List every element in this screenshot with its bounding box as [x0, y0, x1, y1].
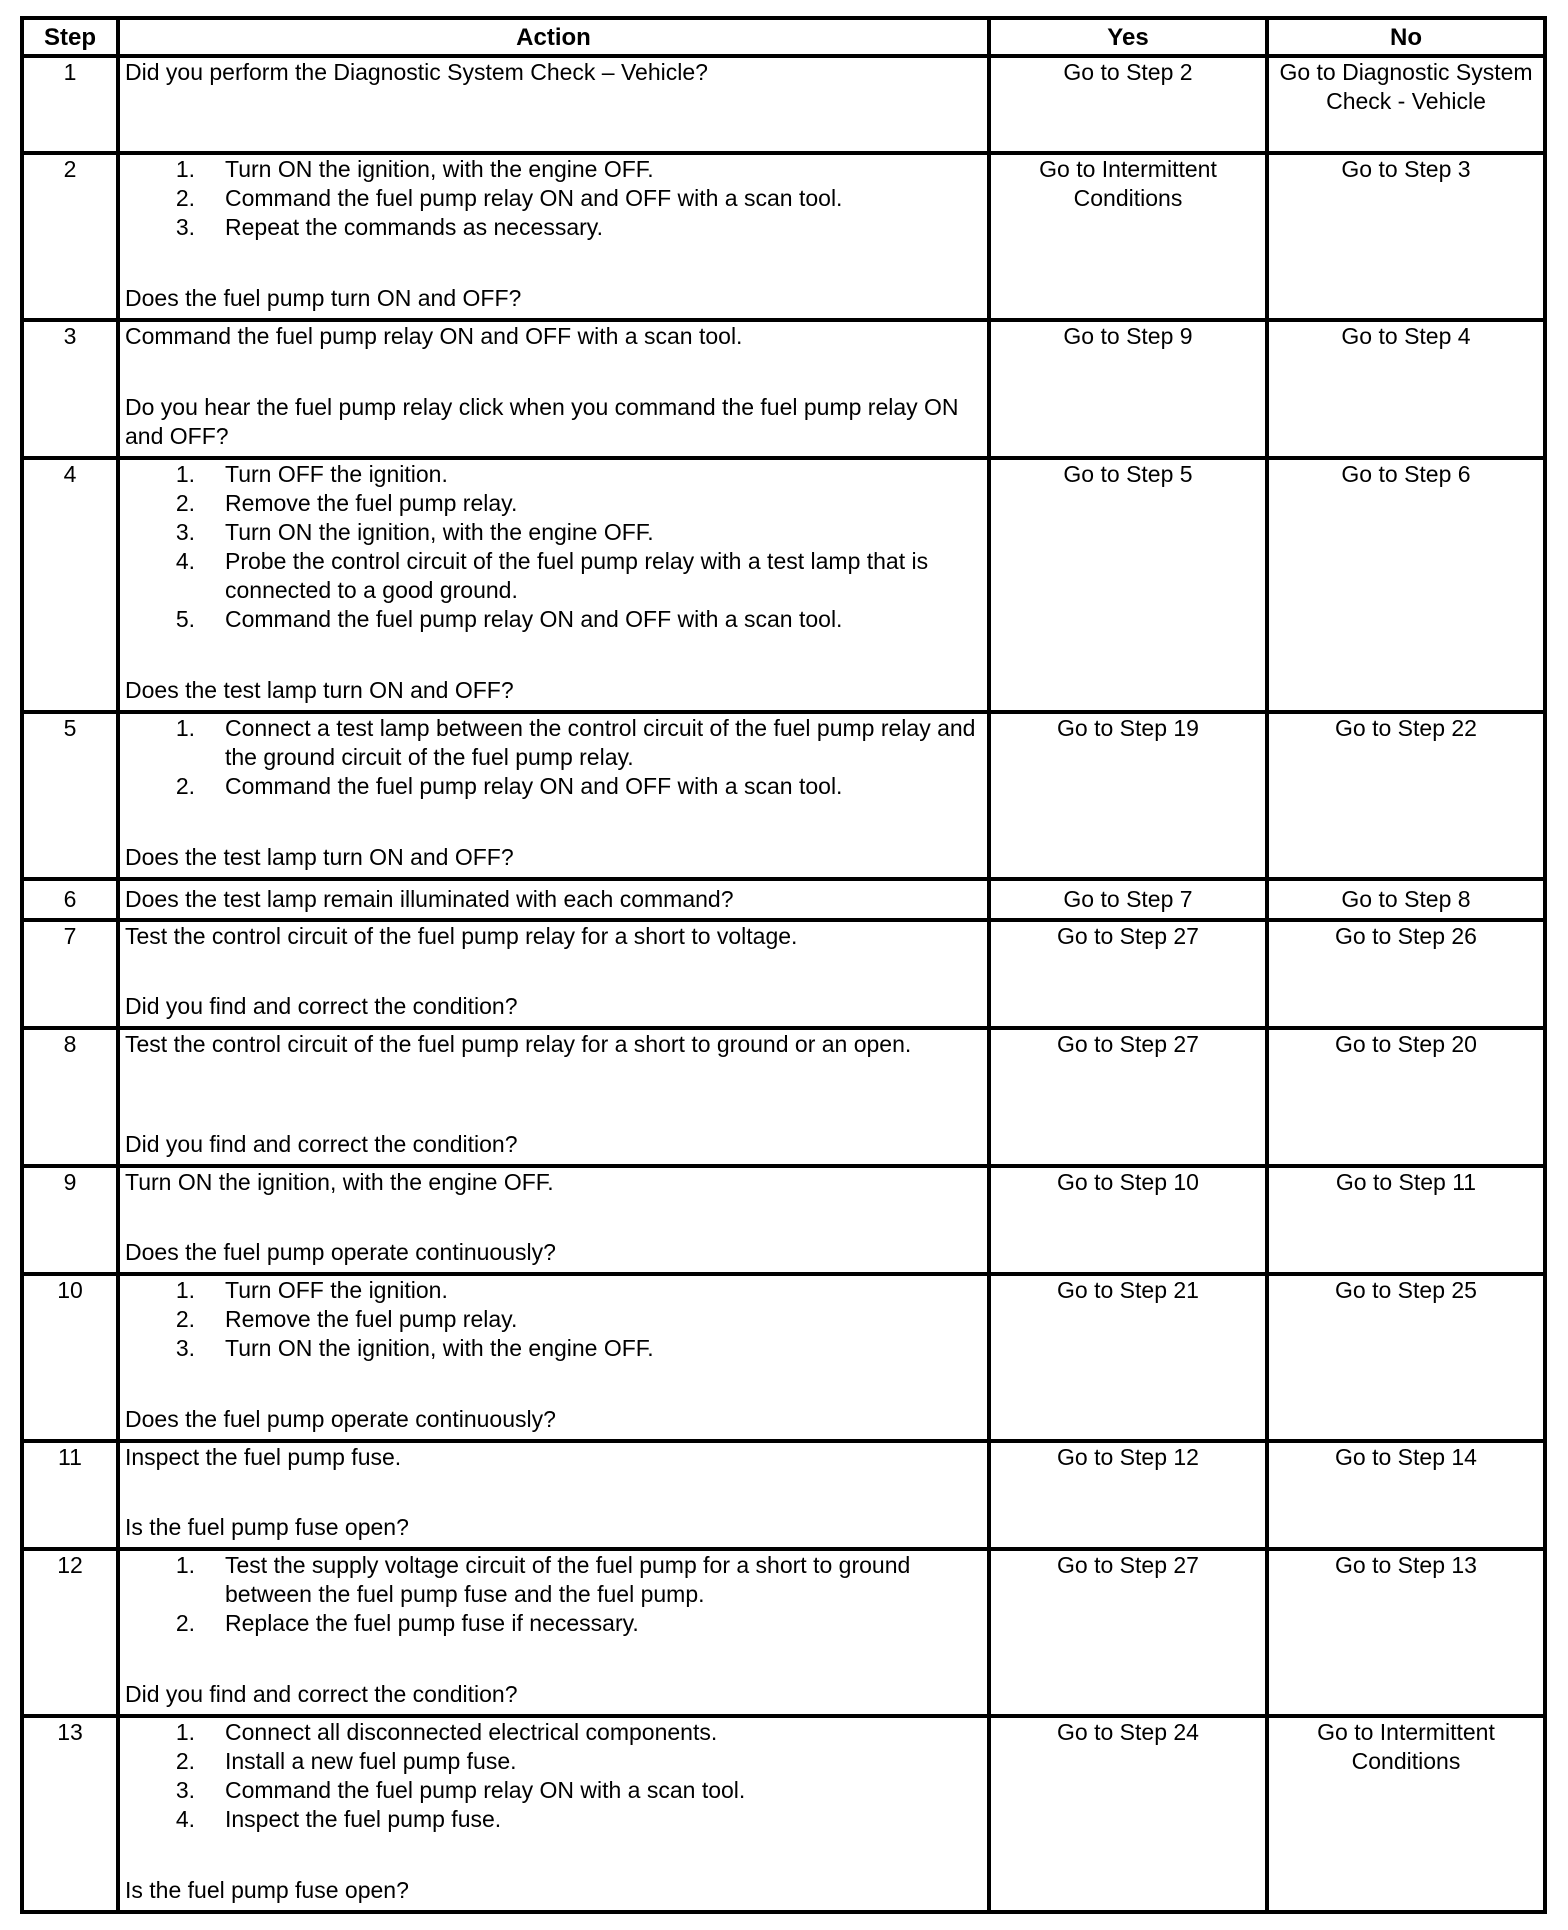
list-item	[125, 1747, 982, 1776]
list-item-number: 2.	[175, 490, 195, 516]
step-number: 3	[22, 320, 118, 458]
yes-result: Go to Step 27	[989, 920, 1267, 1028]
list-item	[125, 1718, 982, 1747]
action-cell	[118, 1716, 989, 1912]
list-item-text: Command the fuel pump relay ON and OFF with a scan tool.	[225, 185, 843, 211]
step-number: 13	[22, 1716, 118, 1912]
header-action: Action	[118, 18, 989, 56]
list-item	[125, 547, 982, 605]
list-item	[125, 772, 982, 801]
no-result: Go to Step 8	[1267, 879, 1545, 920]
yes-result: Go to Step 9	[989, 320, 1267, 458]
list-item-text: Remove the fuel pump relay.	[225, 490, 518, 516]
table-row	[22, 153, 1545, 320]
list-item	[125, 1805, 982, 1834]
action-cell	[118, 1274, 989, 1441]
step-number: 5	[22, 712, 118, 879]
step-number: 4	[22, 458, 118, 712]
yes-result: Go to Step 10	[989, 1166, 1267, 1274]
list-item-number: 1.	[175, 715, 195, 741]
list-item-text: Probe the control circuit of the fuel pump relay with a test lamp that is connected to a good ground.	[225, 548, 929, 603]
list-item-number: 1.	[175, 1552, 195, 1578]
action-cell	[118, 153, 989, 320]
action-steps-list	[125, 1551, 982, 1638]
yes-result: Go to Step 12	[989, 1441, 1267, 1549]
step-number: 12	[22, 1549, 118, 1716]
header-no: No	[1267, 18, 1545, 56]
yes-result: Go to Step 24	[989, 1716, 1267, 1912]
list-item	[125, 605, 982, 634]
no-result: Go to Step 13	[1267, 1549, 1545, 1716]
list-item	[125, 1334, 982, 1363]
list-item-number: 2.	[175, 1748, 195, 1774]
list-item-text: Turn ON the ignition, with the engine OFF.	[225, 519, 654, 545]
list-item	[125, 1551, 982, 1609]
no-result: Go to Step 22	[1267, 712, 1545, 879]
list-item-text: Turn ON the ignition, with the engine OFF.	[225, 1335, 654, 1361]
action-question: Do you hear the fuel pump relay click when you command the fuel pump relay ON and OFF?	[125, 394, 959, 449]
action-cell	[118, 1028, 989, 1166]
action-question: Is the fuel pump fuse open?	[125, 1877, 409, 1903]
yes-result: Go to Step 2	[989, 56, 1267, 153]
list-item-text: Inspect the fuel pump fuse.	[225, 1806, 502, 1832]
table-row	[22, 1166, 1545, 1274]
header-yes: Yes	[989, 18, 1267, 56]
list-item	[125, 1276, 982, 1305]
action-question: Did you find and correct the condition?	[125, 1681, 518, 1707]
table-row	[22, 1716, 1545, 1912]
no-result: Go to Diagnostic System Check - Vehicle	[1267, 56, 1545, 153]
step-number: 10	[22, 1274, 118, 1441]
list-item-number: 2.	[175, 773, 195, 799]
action-question: Does the fuel pump operate continuously?	[125, 1239, 556, 1265]
step-number: 2	[22, 153, 118, 320]
action-steps-list	[125, 460, 982, 634]
action-cell	[118, 1549, 989, 1716]
table-row	[22, 320, 1545, 458]
step-number: 6	[22, 879, 118, 920]
action-question: Does the fuel pump operate continuously?	[125, 1406, 556, 1432]
list-item	[125, 1609, 982, 1638]
list-item-text: Turn OFF the ignition.	[225, 1277, 448, 1303]
list-item-number: 3.	[175, 1335, 195, 1361]
list-item	[125, 184, 982, 213]
no-result: Go to Step 4	[1267, 320, 1545, 458]
table-row	[22, 879, 1545, 920]
action-intro: Turn ON the ignition, with the engine OFF.	[125, 1169, 554, 1195]
action-intro: Test the control circuit of the fuel pump relay for a short to voltage.	[125, 923, 798, 949]
list-item-text: Replace the fuel pump fuse if necessary.	[225, 1610, 639, 1636]
no-result: Go to Step 25	[1267, 1274, 1545, 1441]
table-row	[22, 1549, 1545, 1716]
list-item-number: 3.	[175, 1777, 195, 1803]
step-number: 7	[22, 920, 118, 1028]
list-item-number: 3.	[175, 519, 195, 545]
list-item	[125, 489, 982, 518]
step-number: 9	[22, 1166, 118, 1274]
list-item-text: Remove the fuel pump relay.	[225, 1306, 518, 1332]
list-item-text: Connect a test lamp between the control circuit of the fuel pump relay and the ground circuit of the fuel pump relay.	[225, 715, 976, 770]
action-intro: Inspect the fuel pump fuse.	[125, 1444, 402, 1470]
action-cell	[118, 712, 989, 879]
header-step: Step	[22, 18, 118, 56]
list-item-text: Turn OFF the ignition.	[225, 461, 448, 487]
yes-result: Go to Step 27	[989, 1028, 1267, 1166]
action-intro: Did you perform the Diagnostic System Check – Vehicle?	[125, 59, 708, 85]
yes-result: Go to Step 7	[989, 879, 1267, 920]
list-item-number: 4.	[175, 548, 195, 574]
list-item	[125, 1776, 982, 1805]
list-item	[125, 714, 982, 772]
table-row	[22, 56, 1545, 153]
list-item-text: Test the supply voltage circuit of the fuel pump for a short to ground between the fuel pump fuse and the fuel pump.	[225, 1552, 911, 1607]
yes-result: Go to Intermittent Conditions	[989, 153, 1267, 320]
table-row	[22, 712, 1545, 879]
list-item-number: 1.	[175, 156, 195, 182]
list-item-text: Turn ON the ignition, with the engine OFF.	[225, 156, 654, 182]
action-cell	[118, 920, 989, 1028]
action-intro: Command the fuel pump relay ON and OFF with a scan tool.	[125, 323, 743, 349]
yes-result: Go to Step 5	[989, 458, 1267, 712]
action-steps-list	[125, 1718, 982, 1834]
action-question: Did you find and correct the condition?	[125, 993, 518, 1019]
list-item-number: 1.	[175, 461, 195, 487]
step-number: 11	[22, 1441, 118, 1549]
table-row	[22, 1274, 1545, 1441]
table-row	[22, 458, 1545, 712]
action-cell	[118, 458, 989, 712]
list-item-text: Command the fuel pump relay ON and OFF with a scan tool.	[225, 606, 843, 632]
table-row	[22, 1441, 1545, 1549]
list-item	[125, 155, 982, 184]
table-header-row	[22, 18, 1545, 56]
list-item-text: Command the fuel pump relay ON with a scan tool.	[225, 1777, 746, 1803]
list-item	[125, 1305, 982, 1334]
list-item-number: 1.	[175, 1719, 195, 1745]
list-item-number: 5.	[175, 606, 195, 632]
action-question: Did you find and correct the condition?	[125, 1131, 518, 1157]
list-item	[125, 213, 982, 242]
action-cell	[118, 879, 989, 920]
no-result: Go to Step 3	[1267, 153, 1545, 320]
action-question: Does the fuel pump turn ON and OFF?	[125, 285, 522, 311]
no-result: Go to Intermittent Conditions	[1267, 1716, 1545, 1912]
action-intro: Test the control circuit of the fuel pump relay for a short to ground or an open.	[125, 1031, 912, 1057]
step-number: 8	[22, 1028, 118, 1166]
table-row	[22, 920, 1545, 1028]
action-steps-list	[125, 1276, 982, 1363]
action-cell	[118, 56, 989, 153]
no-result: Go to Step 14	[1267, 1441, 1545, 1549]
list-item	[125, 518, 982, 547]
action-cell	[118, 1166, 989, 1274]
action-question: Does the test lamp remain illuminated with each command?	[125, 886, 734, 912]
action-steps-list	[125, 714, 982, 801]
table-row	[22, 1028, 1545, 1166]
table-body	[22, 56, 1545, 1912]
step-number: 1	[22, 56, 118, 153]
no-result: Go to Step 20	[1267, 1028, 1545, 1166]
action-cell	[118, 1441, 989, 1549]
yes-result: Go to Step 19	[989, 712, 1267, 879]
list-item-text: Repeat the commands as necessary.	[225, 214, 603, 240]
no-result: Go to Step 6	[1267, 458, 1545, 712]
no-result: Go to Step 11	[1267, 1166, 1545, 1274]
yes-result: Go to Step 21	[989, 1274, 1267, 1441]
list-item-number: 2.	[175, 1610, 195, 1636]
list-item	[125, 460, 982, 489]
list-item-text: Command the fuel pump relay ON and OFF with a scan tool.	[225, 773, 843, 799]
yes-result: Go to Step 27	[989, 1549, 1267, 1716]
list-item-number: 2.	[175, 185, 195, 211]
list-item-text: Connect all disconnected electrical components.	[225, 1719, 718, 1745]
action-question: Does the test lamp turn ON and OFF?	[125, 677, 514, 703]
list-item-text: Install a new fuel pump fuse.	[225, 1748, 517, 1774]
list-item-number: 2.	[175, 1306, 195, 1332]
action-cell	[118, 320, 989, 458]
diagnostic-table	[20, 16, 1547, 1914]
no-result: Go to Step 26	[1267, 920, 1545, 1028]
action-question: Is the fuel pump fuse open?	[125, 1514, 409, 1540]
list-item-number: 3.	[175, 214, 195, 240]
action-question: Does the test lamp turn ON and OFF?	[125, 844, 514, 870]
list-item-number: 1.	[175, 1277, 195, 1303]
action-steps-list	[125, 155, 982, 242]
list-item-number: 4.	[175, 1806, 195, 1832]
